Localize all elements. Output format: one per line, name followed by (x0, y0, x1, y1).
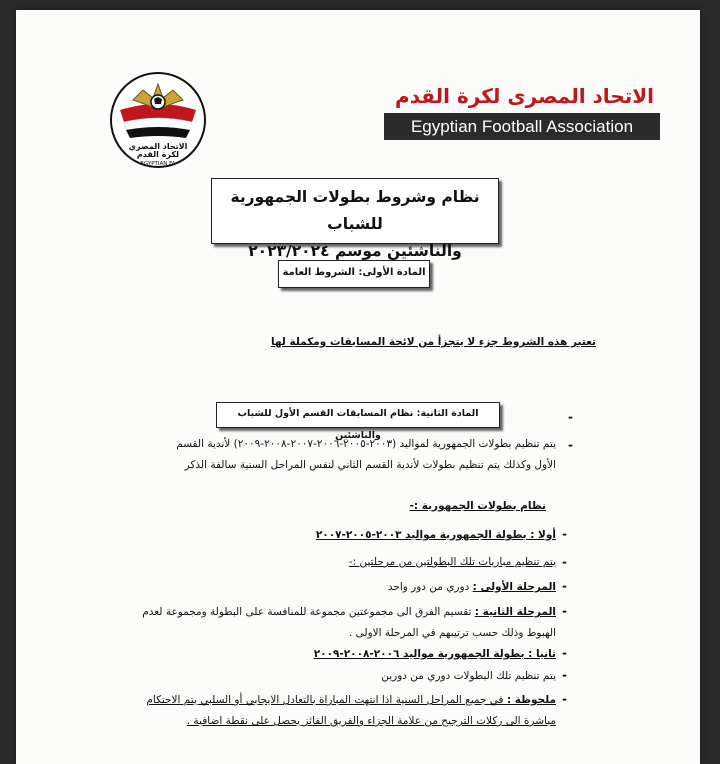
stage-2-text: تقسيم الفرق الى مجموعتين مجموعة للمنافسة على البطولة ومجموعة لعدم (142, 606, 472, 618)
org-name-english: Egyptian Football Association (384, 113, 660, 140)
first-section-heading: أولا : بطولة الجمهورية مواليد ٢٠٠٣-٢٠٠٥-٢٠٠٧ (315, 529, 556, 541)
bullet: - (562, 668, 567, 682)
note-line-2: مباشرة الى ركلات الترجيح من علامة الجزاء والفريق الفائز يحصل على نقطة اضافية . (186, 715, 556, 727)
paragraph-1-line-2: الأول وكذلك يتم تنظيم بطولات لأندية القسم الثاني لنفس المراحل السنية سالفة الذكر (184, 459, 556, 471)
article-2-box: المادة الثانية: نظام المسابقات القسم الأول للشباب والناشئين (216, 402, 500, 428)
efa-eagle-emblem-icon (108, 70, 208, 170)
bullet: - (562, 692, 567, 706)
stage-1-label: المرحلة الأولى : (472, 581, 556, 593)
bullet: - (562, 527, 567, 541)
note-line-1: في جميع المراحل السنية اذا انتهت المباراة بالتعادل الايجابي أو السلبي يتم الاحتكام (146, 694, 504, 706)
bullet: - (562, 555, 567, 569)
note-row (106, 694, 556, 706)
stage-1-text: دوري من دور واحد (387, 581, 470, 593)
document-page (16, 10, 700, 764)
bullet: - (562, 604, 567, 618)
stage-1-row (196, 581, 556, 593)
stage-2-row (106, 606, 556, 618)
note-label: ملحوظة : (506, 694, 556, 706)
efa-logo (108, 70, 208, 170)
intro-statement: تعتبر هذه الشروط جزء لا يتجزأ من لائحة المسابقات ومكملة لها (271, 336, 596, 348)
title-line-2: والناشئين موسم ٢٠٢٣/٢٠٢٤ (248, 242, 462, 260)
second-section-heading: ثانيا : بطولة الجمهورية مواليد ٢٠٠٦-٢٠٠٨-٢٠٠٩ (313, 648, 556, 660)
stage-2-line-2: الهبوط وذلك حسب ترتيبهم في المرحلة الاولى . (348, 627, 556, 639)
title-line-1: نظام وشروط بطولات الجمهورية للشباب (230, 188, 480, 233)
org-name-arabic: الاتحاد المصرى لكرة القدم (395, 84, 654, 108)
bullet: - (562, 579, 567, 593)
second-item-1: يتم تنظيم تلك البطولات دوري من دورين (381, 670, 556, 682)
svg-text:الاتحاد المصري: الاتحاد المصري (128, 142, 188, 151)
first-item-1: يتم تنظيم مباريات تلك البطولتين من مرحلتين :- (348, 556, 556, 568)
system-heading: نظام بطولات الجمهورية :- (409, 500, 546, 512)
svg-text:EGYPTIAN FA: EGYPTIAN FA (140, 161, 176, 167)
bullet: - (562, 646, 567, 660)
stage-2-label: المرحلة الثانية : (474, 606, 556, 618)
document-title-box (211, 178, 499, 260)
article-1-box: المادة الأولى: الشروط العامة (278, 260, 430, 288)
bullet: - (568, 410, 573, 424)
paragraph-1-line-1: يتم تنظيم بطولات الجمهورية لمواليد (٢٠٠٣-٢٠٠٥-٢٠٠٦-٢٠٠٧-٢٠٠٨-٢٠٠٩) لأندية القسم (176, 438, 556, 450)
bullet: - (568, 438, 573, 452)
svg-text:لكرة القدم: لكرة القدم (136, 150, 180, 159)
